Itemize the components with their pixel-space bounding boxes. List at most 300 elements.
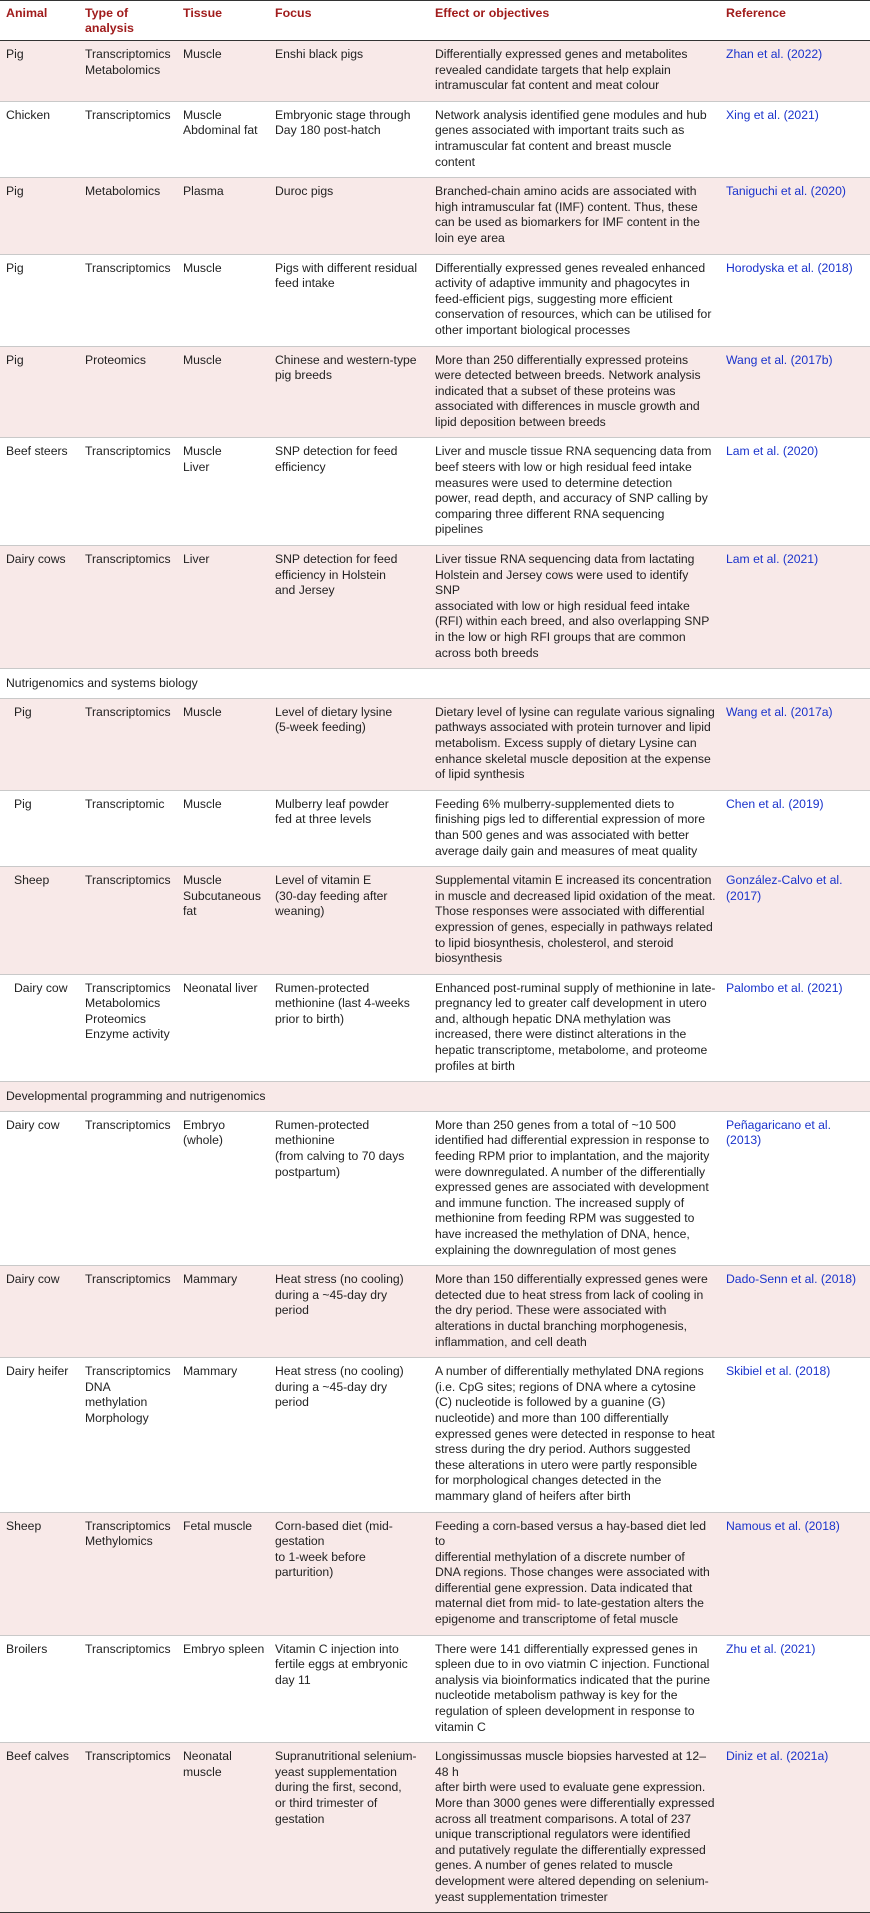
cell-effect-line: expression of genes, especially in pathways related bbox=[435, 919, 713, 934]
cell-reference-line[interactable]: Zhan et al. (2022) bbox=[726, 47, 823, 61]
cell-focus-line: weaning) bbox=[275, 904, 325, 919]
cell-animal: Pig bbox=[0, 254, 79, 346]
cell-tissue-line: Muscle bbox=[183, 260, 222, 275]
cell-focus-line: yeast supplementation bbox=[275, 1764, 397, 1779]
section-heading-row bbox=[0, 1082, 870, 1112]
cell-reference-line[interactable]: (2017) bbox=[726, 888, 762, 903]
cell-effect-line: Differentially expressed genes revealed enhanced bbox=[435, 260, 706, 275]
cell-reference-line[interactable]: Palombo et al. (2021) bbox=[726, 980, 843, 995]
table-row bbox=[0, 101, 870, 177]
cell-focus-line: gestation bbox=[275, 1811, 325, 1826]
cell-reference-line[interactable]: Namous et al. (2018) bbox=[726, 1518, 840, 1533]
cell-effect-line: epigenome and transcriptome of fetal muscle bbox=[435, 1612, 679, 1627]
table-row bbox=[0, 974, 870, 1082]
cell-focus bbox=[269, 1111, 429, 1265]
cell-focus bbox=[269, 698, 429, 790]
cell-tissue-line: Neonatal bbox=[183, 1749, 232, 1764]
cell-reference bbox=[720, 974, 870, 1082]
cell-focus-line: during a ~45-day dry bbox=[275, 1287, 388, 1302]
cell-effect-line: for morphological changes detected in the bbox=[435, 1473, 662, 1488]
table-row bbox=[0, 1111, 870, 1265]
cell-tissue-line: Muscle bbox=[183, 352, 222, 367]
cell-effect-line: across all treatment comparisons. A total of 237 bbox=[435, 1811, 692, 1826]
cell-type-of-analysis bbox=[79, 974, 177, 1082]
cell-animal: Pig bbox=[0, 698, 79, 790]
cell-effect-line: More than 150 differentially expressed genes were bbox=[435, 1272, 708, 1287]
cell-effect-line: can be used as biomarkers for IMF content in the bbox=[435, 215, 700, 230]
cell-reference-line[interactable]: Chen et al. (2019) bbox=[726, 796, 824, 811]
cell-focus-line: (from calving to 70 days bbox=[275, 1149, 405, 1164]
cell-tissue-line: Muscle bbox=[183, 107, 222, 122]
cell-type-of-analysis-line: DNA bbox=[85, 1379, 111, 1394]
cell-focus-line: Duroc pigs bbox=[275, 184, 334, 199]
cell-effect-line: Enhanced post-ruminal supply of methionine in late- bbox=[435, 980, 716, 995]
cell-effect bbox=[429, 546, 720, 669]
cell-tissue-line: Muscle bbox=[183, 796, 222, 811]
cell-reference-line[interactable]: Lam et al. (2021) bbox=[726, 552, 819, 567]
cell-reference bbox=[720, 867, 870, 975]
cell-focus-line: Vitamin C injection into bbox=[275, 1641, 399, 1656]
cell-reference bbox=[720, 178, 870, 254]
cell-effect-line: finishing pigs led to differential expression of more bbox=[435, 812, 706, 827]
cell-reference-line[interactable]: Wang et al. (2017b) bbox=[726, 352, 833, 367]
cell-type-of-analysis-line: Morphology bbox=[85, 1410, 149, 1425]
cell-focus-line: Heat stress (no cooling) bbox=[275, 1272, 404, 1287]
cell-effect-line: metabolism. Excess supply of dietary Lysine can bbox=[435, 735, 697, 750]
cell-type-of-analysis-line: Transcriptomics bbox=[85, 47, 171, 61]
cell-focus-line: Mulberry leaf powder bbox=[275, 796, 389, 811]
cell-type-of-analysis-line: Methylomics bbox=[85, 1534, 153, 1549]
cell-reference bbox=[720, 1358, 870, 1512]
cell-effect-line: and putatively regulate the differentially expressed bbox=[435, 1842, 706, 1857]
cell-animal: Chicken bbox=[0, 101, 79, 177]
cell-effect-line: other important biological processes bbox=[435, 322, 631, 337]
header-focus: Focus bbox=[269, 1, 429, 41]
cell-tissue bbox=[177, 1512, 269, 1635]
table-body bbox=[0, 41, 870, 1913]
table-row bbox=[0, 1743, 870, 1913]
cell-effect-line: expressed genes are associated with development bbox=[435, 1180, 709, 1195]
cell-effect-line: hepatic transcriptome, metabolome, and proteome bbox=[435, 1043, 708, 1058]
cell-effect-line: (i.e. CpG sites; regions of DNA where a cytosine bbox=[435, 1379, 696, 1394]
cell-reference bbox=[720, 1512, 870, 1635]
cell-focus-line: Heat stress (no cooling) bbox=[275, 1364, 404, 1379]
cell-effect bbox=[429, 346, 720, 438]
cell-effect-line: across both breeds bbox=[435, 645, 539, 660]
cell-effect bbox=[429, 698, 720, 790]
cell-effect-line: explaining the downregulation of most genes bbox=[435, 1242, 677, 1257]
cell-animal: Dairy cow bbox=[0, 1111, 79, 1265]
cell-effect-line: More than 250 genes from a total of ~10 500 bbox=[435, 1117, 676, 1132]
cell-effect-line: feed-efficient pigs, suggesting more efficient bbox=[435, 291, 673, 306]
cell-effect-line: Branched-chain amino acids are associated with bbox=[435, 184, 697, 199]
cell-animal: Beef calves bbox=[0, 1743, 79, 1913]
cell-focus bbox=[269, 346, 429, 438]
cell-focus bbox=[269, 1512, 429, 1635]
cell-effect-line: detected due to heat stress from lack of cooling in bbox=[435, 1287, 704, 1302]
cell-reference-line[interactable]: Dado-Senn et al. (2018) bbox=[726, 1272, 857, 1287]
cell-reference bbox=[720, 438, 870, 546]
cell-focus bbox=[269, 178, 429, 254]
cell-focus-line: SNP detection for feed bbox=[275, 552, 398, 567]
cell-effect-line: in muscle and decreased lipid oxidation of the meat. bbox=[435, 888, 716, 903]
cell-effect-line: power, read depth, and accuracy of SNP calling by bbox=[435, 491, 708, 506]
cell-effect-line: after birth were used to evaluate gene expression. bbox=[435, 1780, 706, 1795]
cell-focus-line: (5-week feeding) bbox=[275, 720, 366, 735]
table-row bbox=[0, 254, 870, 346]
header-reference: Reference bbox=[720, 1, 870, 41]
cell-focus-line: feed intake bbox=[275, 276, 335, 291]
cell-effect bbox=[429, 1111, 720, 1265]
cell-tissue-line: fat bbox=[183, 904, 197, 919]
cell-effect-line: Dietary level of lysine can regulate various signaling bbox=[435, 704, 715, 719]
cell-animal: Sheep bbox=[0, 867, 79, 975]
cell-type-of-analysis-line: Metabolomics bbox=[85, 996, 161, 1011]
cell-effect-line: Holstein and Jersey cows were used to identify SNP bbox=[435, 567, 689, 598]
cell-reference bbox=[720, 41, 870, 102]
cell-effect-line: analysis via bioinformatics indicated that the purine bbox=[435, 1672, 711, 1687]
cell-animal: Pig bbox=[0, 41, 79, 102]
cell-effect-line: More than 250 differentially expressed proteins bbox=[435, 352, 689, 367]
cell-type-of-analysis-line: Transcriptomics bbox=[85, 1518, 171, 1533]
cell-reference bbox=[720, 790, 870, 866]
cell-effect bbox=[429, 790, 720, 866]
cell-effect-line: Network analysis identified gene modules and hub bbox=[435, 107, 707, 122]
cell-animal: Pig bbox=[0, 790, 79, 866]
cell-effect-line: to lipid biosynthesis, cholesterol, and steroid bbox=[435, 935, 674, 950]
cell-effect-line: expressed genes were detected in response to heat bbox=[435, 1426, 715, 1441]
cell-tissue bbox=[177, 698, 269, 790]
cell-type-of-analysis-line: Metabolomics bbox=[85, 184, 161, 199]
header-effect-or-objectives: Effect or objectives bbox=[429, 1, 720, 41]
cell-focus bbox=[269, 254, 429, 346]
cell-reference bbox=[720, 1743, 870, 1913]
cell-effect-line: Those responses were associated with differential bbox=[435, 904, 705, 919]
cell-reference bbox=[720, 254, 870, 346]
cell-reference-line[interactable]: Lam et al. (2020) bbox=[726, 444, 819, 459]
cell-effect-line: intramuscular fat content and breast muscle bbox=[435, 138, 672, 153]
cell-tissue-line: Embryo bbox=[183, 1117, 225, 1132]
cell-effect-line: were downregulated. A number of the differentially bbox=[435, 1164, 706, 1179]
cell-focus-line: Pigs with different residual bbox=[275, 260, 418, 275]
cell-tissue bbox=[177, 1111, 269, 1265]
cell-effect-line: pathways associated with protein turnover and lipid bbox=[435, 720, 711, 735]
cell-effect-line: intramuscular fat content and meat colour bbox=[435, 78, 660, 93]
cell-reference bbox=[720, 101, 870, 177]
cell-type-of-analysis-line: Transcriptomics bbox=[85, 1117, 171, 1132]
cell-animal: Pig bbox=[0, 346, 79, 438]
cell-focus bbox=[269, 1635, 429, 1743]
cell-effect bbox=[429, 1266, 720, 1358]
cell-effect-line: of lipid synthesis bbox=[435, 767, 525, 782]
cell-type-of-analysis bbox=[79, 254, 177, 346]
cell-type-of-analysis-line: Transcriptomics bbox=[85, 1272, 171, 1287]
cell-effect-line: biosynthesis bbox=[435, 951, 503, 966]
cell-effect-line: enhance skeletal muscle deposition at the expense bbox=[435, 751, 711, 766]
cell-focus-line: efficiency bbox=[275, 460, 326, 475]
cell-focus-line: Corn-based diet (mid- bbox=[275, 1518, 393, 1533]
cell-effect-line: associated with low or high residual feed intake bbox=[435, 598, 690, 613]
cell-animal: Dairy cow bbox=[0, 974, 79, 1082]
table-row bbox=[0, 1358, 870, 1512]
cell-tissue bbox=[177, 346, 269, 438]
cell-reference-line[interactable]: González-Calvo et al. bbox=[726, 873, 843, 888]
cell-focus bbox=[269, 1266, 429, 1358]
cell-tissue-line: Abdominal fat bbox=[183, 123, 258, 138]
cell-focus-line: (30-day feeding after bbox=[275, 888, 388, 903]
cell-focus bbox=[269, 790, 429, 866]
cell-type-of-analysis-line: Transcriptomics bbox=[85, 260, 171, 275]
cell-focus-line: Level of dietary lysine bbox=[275, 704, 393, 719]
cell-type-of-analysis bbox=[79, 438, 177, 546]
cell-effect-line: vitamin C bbox=[435, 1719, 486, 1734]
cell-type-of-analysis bbox=[79, 546, 177, 669]
cell-tissue-line: Embryo spleen bbox=[183, 1641, 265, 1656]
cell-type-of-analysis bbox=[79, 1111, 177, 1265]
cell-reference-line[interactable]: (2013) bbox=[726, 1133, 762, 1148]
cell-focus-line: during the first, second, bbox=[275, 1780, 402, 1795]
cell-focus-line: parturition) bbox=[275, 1565, 334, 1580]
header-tissue: Tissue bbox=[177, 1, 269, 41]
cell-effect-line: average daily gain and measures of meat quality bbox=[435, 843, 698, 858]
cell-type-of-analysis-line: Transcriptomics bbox=[85, 107, 171, 122]
cell-reference-line[interactable]: Peñagaricano et al. bbox=[726, 1117, 832, 1132]
cell-effect-line: pipelines bbox=[435, 522, 484, 537]
cell-animal: Dairy heifer bbox=[0, 1358, 79, 1512]
cell-tissue bbox=[177, 41, 269, 102]
cell-effect-line: loin eye area bbox=[435, 230, 505, 245]
cell-effect bbox=[429, 101, 720, 177]
cell-effect-line: There were 141 differentially expressed genes in bbox=[435, 1641, 698, 1656]
header-type-of-analysis: Type of analysis bbox=[79, 1, 177, 41]
cell-effect-line: in the low or high RFI groups that are common bbox=[435, 630, 686, 644]
cell-focus-line: fertile eggs at embryonic bbox=[275, 1657, 408, 1672]
cell-effect-line: high intramuscular fat (IMF) content. Thus, these bbox=[435, 199, 698, 214]
cell-effect bbox=[429, 438, 720, 546]
cell-focus-line: during a ~45-day dry bbox=[275, 1379, 388, 1394]
cell-effect-line: revealed candidate targets that help explain bbox=[435, 62, 671, 77]
cell-effect-line: (C) nucleotide is followed by a guanine (G) bbox=[435, 1395, 666, 1410]
cell-focus-line: Rumen-protected bbox=[275, 980, 370, 995]
cell-focus bbox=[269, 41, 429, 102]
cell-tissue bbox=[177, 974, 269, 1082]
cell-effect-line: mammary gland of heifers after birth bbox=[435, 1488, 631, 1503]
cell-effect bbox=[429, 41, 720, 102]
cell-tissue bbox=[177, 546, 269, 669]
cell-focus-line: Embryonic stage through bbox=[275, 107, 411, 122]
table-row bbox=[0, 178, 870, 254]
cell-effect-line: DNA regions. Those changes were associated with bbox=[435, 1565, 710, 1580]
table-row bbox=[0, 1512, 870, 1635]
cell-type-of-analysis-line: Transcriptomics bbox=[85, 980, 171, 995]
cell-effect-line: Longissimussas muscle biopsies harvested at 12–48 h bbox=[435, 1749, 706, 1779]
table-row bbox=[0, 1266, 870, 1358]
cell-tissue-line: Plasma bbox=[183, 184, 224, 199]
cell-type-of-analysis-line: Metabolomics bbox=[85, 62, 161, 77]
cell-type-of-analysis-line: Transcriptomic bbox=[85, 796, 165, 811]
cell-effect-line: Liver and muscle tissue RNA sequencing data from bbox=[435, 444, 712, 459]
cell-effect bbox=[429, 1635, 720, 1743]
header-animal: Animal bbox=[0, 1, 79, 41]
cell-effect-line: content bbox=[435, 154, 475, 169]
cell-focus-line: Enshi black pigs bbox=[275, 47, 364, 61]
cell-effect bbox=[429, 974, 720, 1082]
cell-tissue bbox=[177, 178, 269, 254]
cell-type-of-analysis bbox=[79, 101, 177, 177]
cell-reference-line[interactable]: Skibiel et al. (2018) bbox=[726, 1364, 831, 1379]
cell-effect-line: feeding RPM prior to implantation, and the majority bbox=[435, 1149, 710, 1164]
cell-effect-line: nucleotide metabolism pathway is key for the bbox=[435, 1688, 678, 1703]
cell-effect-line: associated with differences in muscle growth and bbox=[435, 399, 700, 414]
cell-reference bbox=[720, 1111, 870, 1265]
cell-reference bbox=[720, 1266, 870, 1358]
cell-focus-line: day 11 bbox=[275, 1672, 311, 1687]
cell-effect-line: were detected between breeds. Network analysis bbox=[435, 368, 701, 383]
cell-animal: Broilers bbox=[0, 1635, 79, 1743]
cell-tissue-line: Mammary bbox=[183, 1272, 238, 1287]
cell-tissue bbox=[177, 254, 269, 346]
cell-tissue-line: Muscle bbox=[183, 873, 222, 888]
cell-reference-line[interactable]: Xing et al. (2021) bbox=[726, 107, 819, 122]
cell-focus-line: prior to birth) bbox=[275, 1011, 345, 1026]
cell-effect-line: nucleotide) and more than 100 differentially bbox=[435, 1410, 669, 1425]
table-row bbox=[0, 438, 870, 546]
cell-effect-line: lipid deposition between breeds bbox=[435, 414, 606, 429]
cell-effect-line: genes associated with important traits such as bbox=[435, 123, 685, 138]
cell-effect-line: Differentially expressed genes and metabolites bbox=[435, 47, 688, 61]
cell-effect-line: A number of differentially methylated DNA regions bbox=[435, 1364, 704, 1379]
cell-tissue-line: (whole) bbox=[183, 1133, 223, 1148]
cell-effect-line: identified had differential expression in response to bbox=[435, 1133, 710, 1148]
cell-effect-line: conservation of resources, which can be utilised for bbox=[435, 307, 712, 322]
cell-reference-line[interactable]: Wang et al. (2017a) bbox=[726, 704, 833, 719]
cell-type-of-analysis-line: Transcriptomics bbox=[85, 1364, 171, 1379]
cell-reference bbox=[720, 1635, 870, 1743]
cell-type-of-analysis-line: methylation bbox=[85, 1395, 148, 1410]
cell-type-of-analysis-line: Transcriptomics bbox=[85, 552, 171, 567]
cell-tissue bbox=[177, 867, 269, 975]
cell-tissue-line: Mammary bbox=[183, 1364, 238, 1379]
cell-effect-line: alterations in ductal branching morphogenesis, bbox=[435, 1318, 688, 1333]
cell-effect-line: the dry period. These were associated with bbox=[435, 1303, 667, 1318]
cell-type-of-analysis bbox=[79, 1512, 177, 1635]
section-heading: Developmental programming and nutrigenomics bbox=[0, 1082, 870, 1112]
cell-effect-line: and immune function. The increased supply of bbox=[435, 1195, 685, 1210]
cell-reference bbox=[720, 346, 870, 438]
cell-animal: Dairy cows bbox=[0, 546, 79, 669]
cell-type-of-analysis-line: Transcriptomics bbox=[85, 1749, 171, 1764]
cell-tissue-line: Muscle bbox=[183, 47, 222, 61]
cell-effect-line: genes. A number of genes related to muscle bbox=[435, 1858, 673, 1873]
cell-effect-line: regulation of spleen development in response to bbox=[435, 1704, 695, 1719]
cell-effect-line: indicated that a subset of these proteins was bbox=[435, 383, 676, 398]
table-row bbox=[0, 346, 870, 438]
cell-type-of-analysis bbox=[79, 1358, 177, 1512]
cell-tissue-line: Subcutaneous bbox=[183, 888, 261, 903]
cell-type-of-analysis-line: Transcriptomics bbox=[85, 444, 171, 459]
table-row bbox=[0, 1635, 870, 1743]
cell-effect bbox=[429, 1512, 720, 1635]
cell-type-of-analysis bbox=[79, 346, 177, 438]
cell-reference bbox=[720, 546, 870, 669]
cell-type-of-analysis-line: Transcriptomics bbox=[85, 873, 171, 888]
cell-type-of-analysis bbox=[79, 1266, 177, 1358]
cell-tissue-line: Muscle bbox=[183, 444, 222, 459]
cell-focus-line: methionine (last 4-weeks bbox=[275, 996, 410, 1011]
cell-focus-line: methionine bbox=[275, 1133, 335, 1148]
cell-reference-line[interactable]: Horodyska et al. (2018) bbox=[726, 260, 853, 275]
table-row bbox=[0, 698, 870, 790]
cell-focus-line: to 1-week before bbox=[275, 1549, 366, 1564]
cell-effect bbox=[429, 1358, 720, 1512]
cell-focus-line: gestation bbox=[275, 1534, 325, 1549]
cell-tissue-line: Liver bbox=[183, 552, 210, 567]
cell-focus bbox=[269, 101, 429, 177]
cell-reference-line[interactable]: Taniguchi et al. (2020) bbox=[726, 184, 846, 199]
cell-tissue bbox=[177, 1635, 269, 1743]
cell-effect-line: Feeding 6% mulberry-supplemented diets to bbox=[435, 796, 675, 811]
cell-effect-line: activity of adaptive immunity and phagocytes in bbox=[435, 276, 690, 291]
cell-tissue bbox=[177, 1266, 269, 1358]
cell-focus bbox=[269, 867, 429, 975]
cell-effect-line: than 500 genes and was associated with better bbox=[435, 827, 690, 842]
cell-tissue bbox=[177, 1743, 269, 1913]
cell-effect-line: comparing three different RNA sequencing bbox=[435, 506, 665, 521]
cell-reference bbox=[720, 698, 870, 790]
cell-animal: Dairy cow bbox=[0, 1266, 79, 1358]
cell-focus-line: period bbox=[275, 1303, 309, 1318]
cell-effect-line: More than 3000 genes were differentially expressed bbox=[435, 1796, 715, 1810]
section-heading-row bbox=[0, 669, 870, 699]
cell-tissue-line: muscle bbox=[183, 1764, 222, 1779]
cell-tissue bbox=[177, 1358, 269, 1512]
cell-focus-line: Chinese and western-type bbox=[275, 352, 417, 367]
cell-focus-line: SNP detection for feed bbox=[275, 444, 398, 459]
cell-animal: Sheep bbox=[0, 1512, 79, 1635]
cell-effect bbox=[429, 1743, 720, 1913]
cell-focus-line: Level of vitamin E bbox=[275, 873, 372, 888]
table-row bbox=[0, 546, 870, 669]
cell-effect-line: increased, there were distinct alterations in the bbox=[435, 1027, 687, 1042]
cell-focus-line: or third trimester of bbox=[275, 1796, 378, 1810]
table-header-row bbox=[0, 1, 870, 41]
cell-type-of-analysis bbox=[79, 178, 177, 254]
cell-effect-line: differential gene expression. Data indicated that bbox=[435, 1580, 693, 1595]
cell-type-of-analysis-line: Transcriptomics bbox=[85, 1641, 171, 1656]
cell-tissue bbox=[177, 438, 269, 546]
cell-tissue-line: Fetal muscle bbox=[183, 1518, 253, 1533]
cell-tissue bbox=[177, 790, 269, 866]
cell-effect-line: pregnancy led to greater calf development in utero bbox=[435, 996, 707, 1011]
table-row bbox=[0, 41, 870, 102]
cell-effect-line: Feeding a corn-based versus a hay-based diet led to bbox=[435, 1518, 706, 1549]
cell-type-of-analysis bbox=[79, 41, 177, 102]
cell-effect-line: differential methylation of a discrete number of bbox=[435, 1549, 685, 1564]
cell-effect bbox=[429, 254, 720, 346]
cell-reference-line[interactable]: Diniz et al. (2021a) bbox=[726, 1749, 829, 1764]
cell-focus-line: Rumen-protected bbox=[275, 1117, 370, 1132]
cell-animal: Beef steers bbox=[0, 438, 79, 546]
cell-effect-line: inflammation, and cell death bbox=[435, 1334, 587, 1349]
cell-type-of-analysis bbox=[79, 790, 177, 866]
cell-reference-line[interactable]: Zhu et al. (2021) bbox=[726, 1641, 816, 1656]
cell-focus-line: and Jersey bbox=[275, 583, 335, 598]
cell-effect-line: Supplemental vitamin E increased its concentration bbox=[435, 873, 712, 888]
cell-effect-line: beef steers with low or high residual feed intake bbox=[435, 460, 692, 475]
cell-effect-line: yeast supplementation trimester bbox=[435, 1889, 608, 1904]
cell-focus-line: Supranutritional selenium- bbox=[275, 1749, 417, 1764]
table-row bbox=[0, 867, 870, 975]
